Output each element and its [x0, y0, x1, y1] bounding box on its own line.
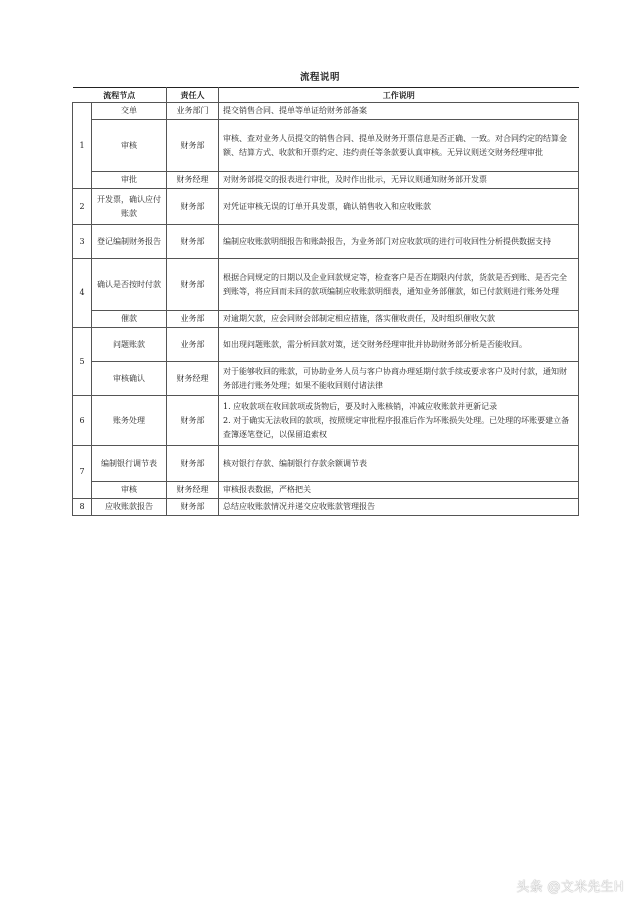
step-owner: 财务部 — [167, 120, 219, 172]
table-row — [73, 328, 579, 362]
step-index: 1 — [73, 103, 92, 189]
step-owner: 财务经理 — [167, 172, 219, 189]
desc-line: 对于能够收回的账款，可协助业务人员与客户协商办理延期付款手续或要求客户及时付款，通知财务部进行账务处理；如果不能收回则付诸法律 — [223, 366, 567, 390]
step-desc — [219, 259, 579, 311]
table-row — [73, 172, 579, 189]
step-desc — [219, 172, 579, 189]
desc-line: 提交销售合同、提单等单证给财务部备案 — [223, 106, 367, 115]
process-table — [72, 87, 579, 516]
step-desc — [219, 499, 579, 516]
table-row — [73, 396, 579, 446]
step-owner: 财务部 — [167, 189, 219, 225]
table-row — [73, 189, 579, 225]
step-owner: 财务经理 — [167, 362, 219, 396]
step-node: 问题账款 — [92, 328, 167, 362]
step-node: 审核确认 — [92, 362, 167, 396]
step-owner: 业务部 — [167, 328, 219, 362]
table-row — [73, 120, 579, 172]
desc-line: 编制应收账款明细报告和账龄报告，为业务部门对应收款项的进行可收回性分析提供数据支持 — [223, 236, 551, 246]
desc-line: 审核、查对业务人员提交的销售合同、提单及财务开票信息是否正确、一致。对合同约定的结算金额、结算方式、收款和开票约定、违约责任等条款要认真审核。无异议则送交财务经理审批 — [223, 133, 567, 157]
step-node: 确认是否按时付款 — [92, 259, 167, 311]
step-desc — [219, 189, 579, 225]
step-owner: 业务部门 — [167, 103, 219, 120]
step-node: 审核 — [92, 482, 167, 499]
table-row — [73, 362, 579, 396]
step-desc — [219, 362, 579, 396]
table-row — [73, 446, 579, 482]
step-node: 应收账款报告 — [92, 499, 167, 516]
step-node: 催款 — [92, 311, 167, 328]
step-node: 审核 — [92, 120, 167, 172]
table-row — [73, 311, 579, 328]
step-desc — [219, 225, 579, 259]
step-node: 登记编制财务报告 — [92, 225, 167, 259]
step-index: 8 — [73, 499, 92, 516]
step-desc — [219, 328, 579, 362]
step-index: 6 — [73, 396, 92, 446]
step-node: 账务处理 — [92, 396, 167, 446]
step-node: 编制银行调节表 — [92, 446, 167, 482]
table-row — [73, 499, 579, 516]
step-index: 3 — [73, 225, 92, 259]
step-desc — [219, 103, 579, 120]
table-row — [73, 482, 579, 499]
table-header-row — [73, 88, 579, 103]
watermark: 头条 @文米先生H — [516, 880, 624, 895]
step-desc — [219, 120, 579, 172]
step-owner: 财务部 — [167, 259, 219, 311]
step-index: 4 — [73, 259, 92, 328]
step-desc — [219, 482, 579, 499]
desc-line: 对逾期欠款，应会同财会部制定相应措施，落实催收责任，及时组织催收欠款 — [223, 314, 495, 323]
header-owner: 责任人 — [167, 88, 219, 103]
desc-line: 对凭证审核无误的订单开具发票，确认销售收入和应收账款 — [223, 201, 431, 211]
table-row — [73, 259, 579, 311]
step-owner: 财务部 — [167, 499, 219, 516]
step-index: 2 — [73, 189, 92, 225]
step-desc — [219, 396, 579, 446]
step-owner: 财务部 — [167, 446, 219, 482]
desc-line: 总结应收账款情况并递交应收账款管理报告 — [223, 502, 375, 511]
header-desc: 工作说明 — [219, 88, 579, 103]
step-index: 5 — [73, 328, 92, 396]
desc-line: 核对银行存款、编制银行存款余额调节表 — [223, 458, 367, 468]
step-desc — [219, 446, 579, 482]
step-owner: 财务部 — [167, 396, 219, 446]
header-node: 流程节点 — [73, 88, 167, 103]
step-index: 7 — [73, 446, 92, 499]
step-owner: 财务部 — [167, 225, 219, 259]
page-title: 流程说明 — [299, 72, 340, 83]
step-desc — [219, 311, 579, 328]
step-owner: 财务经理 — [167, 482, 219, 499]
table-row — [73, 225, 579, 259]
step-node: 开发票，确认应付账款 — [92, 189, 167, 225]
step-node: 交单 — [92, 103, 167, 120]
desc-line: 如出现问题账款，需分析回款对策，送交财务经理审批并协助财务部分析是否能收回。 — [223, 339, 527, 349]
desc-line: 根据合同规定的日期以及企业回款规定等，检查客户是否在期限内付款，货款是否到账、是否完全到账等，将应回而未回的款项编制应收账款明细表，通知业务部催款，如已付款则进行账务处理 — [223, 272, 567, 296]
step-owner: 业务部 — [167, 311, 219, 328]
desc-line: 对财务部提交的报表进行审批，及时作出批示，无异议则通知财务部开发票 — [223, 175, 487, 184]
desc-line: 2. 对于确实无法收回的款项，按照规定审批程序报准后作为坏账损失处理。已处理的坏账要建立备查簿逐笔登记，以保留追索权 — [223, 415, 570, 439]
table-row — [73, 103, 579, 120]
desc-line: 审核报表数据，严格把关 — [223, 485, 311, 494]
desc-line: 1. 应收款项在收回款项或货物后，要及时入账核销，冲减应收账款并更新记录 — [223, 401, 498, 411]
step-node: 审批 — [92, 172, 167, 189]
